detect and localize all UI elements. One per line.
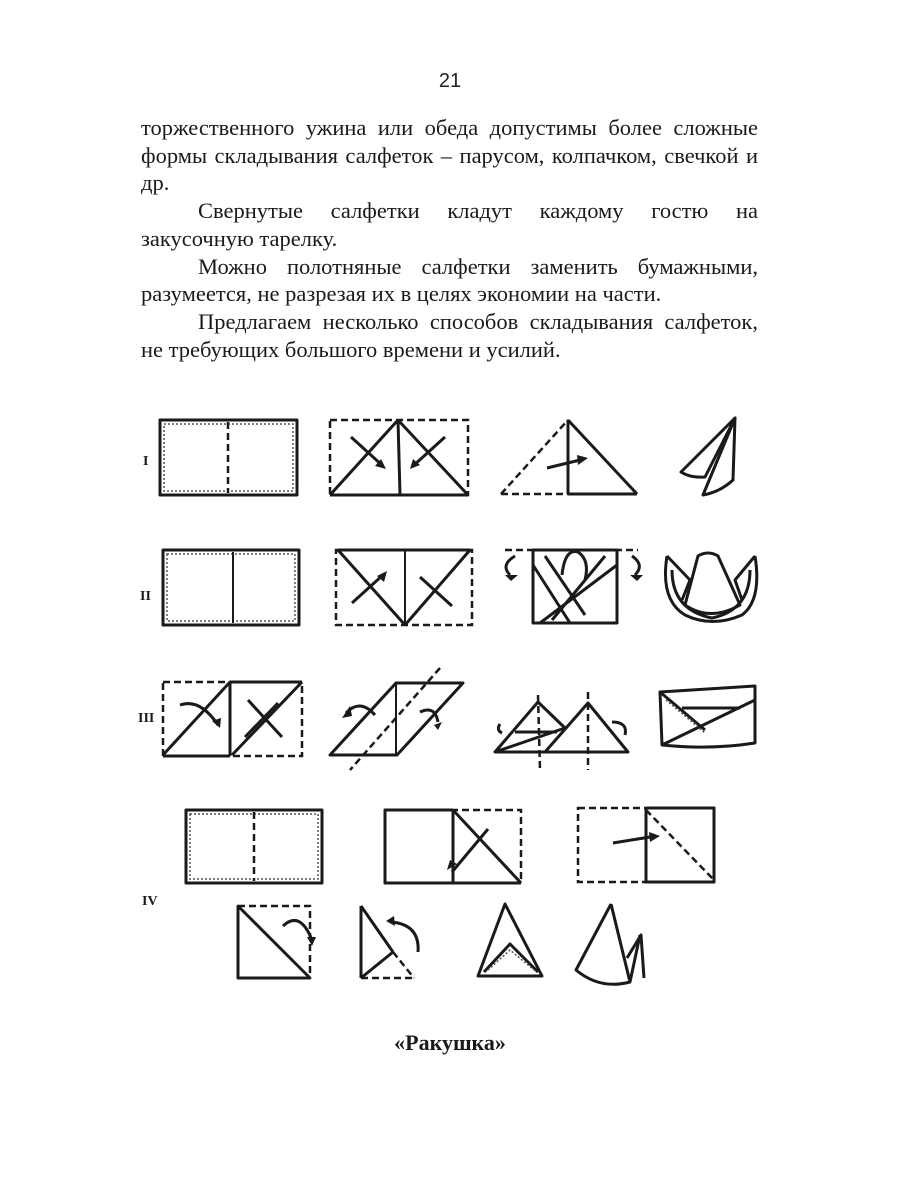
row-ii-step-2	[336, 550, 472, 625]
row-ii-step-1	[163, 550, 299, 625]
row-i-step-4	[681, 418, 735, 495]
row-ii	[140, 550, 757, 625]
row-i-step-2	[330, 420, 468, 495]
row-iv	[142, 808, 714, 984]
row-iv-step-7	[576, 904, 644, 984]
figure-caption: «Ракушка»	[394, 1030, 506, 1055]
row-iv-step-4	[238, 906, 316, 978]
paragraph-continuation: торжественного ужина или обеда допустимы более сложные формы складывания салфеток – парусом, колпачком, свечкой и др.	[141, 115, 758, 196]
row-i-step-3	[501, 420, 637, 494]
row-iii-step-3	[495, 692, 628, 770]
row-iv-step-5	[361, 906, 418, 978]
row-i-step-1	[160, 420, 297, 495]
row-iii-step-2	[330, 668, 463, 770]
row-label-i: I	[143, 454, 149, 469]
row-iii-step-4	[660, 686, 755, 747]
row-i	[143, 418, 735, 495]
row-label-ii: II	[140, 589, 151, 604]
row-iv-step-2	[385, 810, 521, 883]
page-number: 21	[438, 70, 462, 92]
row-label-iv: IV	[142, 894, 158, 909]
row-ii-step-4	[665, 553, 756, 622]
row-iv-step-3	[578, 808, 714, 882]
row-label-iii: III	[138, 711, 155, 726]
row-iv-step-1	[186, 810, 322, 883]
paragraph: Предлагаем несколько способов складывания салфеток, не требующих большого времени и усилий.	[141, 308, 758, 362]
row-iii	[138, 668, 755, 770]
paragraph: Можно полотняные салфетки заменить бумажными, разумеется, не разрезая их в целях экономии на части.	[141, 253, 758, 307]
row-iii-step-1	[163, 682, 302, 756]
row-ii-step-3	[505, 550, 643, 623]
paragraph: Свернутые салфетки кладут каждому гостю на закусочную тарелку.	[141, 198, 758, 251]
row-iv-step-6	[478, 904, 542, 976]
